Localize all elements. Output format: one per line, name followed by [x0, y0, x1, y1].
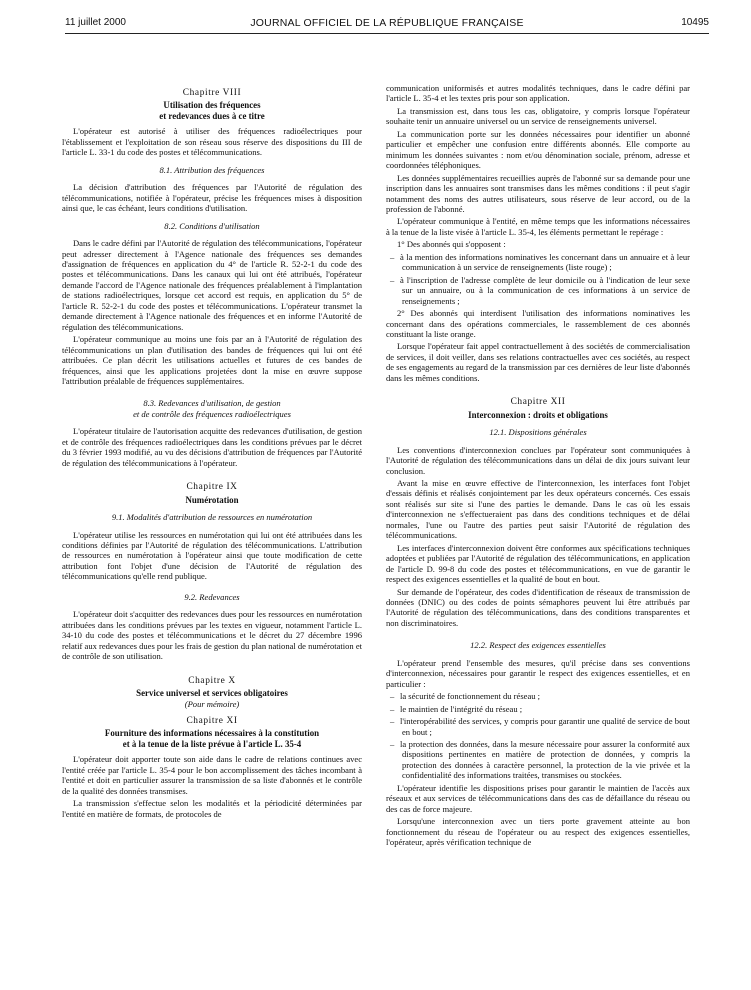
paragraph: Dans le cadre défini par l'Autorité de régulation des télécommunications, l'opérateur peut adresser directement à l'Agence nationale des fréquences ses demandes d'assignation de fréquences en application du 4° de l'article R. 52-2-1 du code des postes et télécommunications. Dans les canaux qui lui ont été attribués, l'opérateur demande l'accord de l'Agence nationale des fréquences préalablement à l'implantation de stations radioélectriques, lorsque cet accord est requis, en application du 5° de l'article R. 52-2-1 du code des postes et télécommunications. L'opérateur transmet la demande directement à l'Agence nationale des fréquences et en informe l'Autorité de régulation des télécommunications. [62, 238, 362, 332]
section-heading: 9.1. Modalités d'attribution de ressources en numérotation [111, 512, 313, 523]
paragraph: 2° Des abonnés qui interdisent l'utilisation des informations nominatives les concernant dans des opérations commerciales, le rassemblement de ces abonnés constituant la liste orange. [386, 308, 690, 339]
chapter-title: Service universel et services obligatoires [136, 687, 288, 698]
chapter-note: (Pour mémoire) [184, 699, 240, 710]
page-header [65, 17, 709, 31]
paragraph: Les conventions d'interconnexion conclues par l'opérateur sont communiquées à l'Autorité de régulation des télécommunications dans un délai de dix jours suivant leur conclusion. [386, 444, 690, 476]
paragraph: L'opérateur doit apporter toute son aide dans le cadre de relations continues avec l'entité créée par l'article L. 35-4 pour le bon accomplissement des tâches incombant à l'entité et doit en particulier assurer la transmission de sa liste d'abonnés et le contrôle de la qualité des données transmises. [62, 754, 362, 796]
paragraph: communication uniformisés et autres modalités techniques, dans le cadre défini par l'article L. 35-4 et les textes pris pour son application. [386, 83, 690, 104]
list-item: – à la mention des informations nominatives les concernant dans un annuaire et à leur communication à un service de renseignements (liste rouge) ; [390, 251, 690, 273]
paragraph: L'opérateur titulaire de l'autorisation acquitte des redevances d'utilisation, de gestion et de contrôle des fréquences radioélectriques dans les conditions prévues par le décret du 3 février 1993 modifié, au vu des décisions d'attribution de fréquences par l'Autorité de régulation des télécommunications à l'opérateur. [62, 426, 362, 468]
list-item: – la protection des données, dans la mesure nécessaire pour assurer la conformité aux dispositions pertinentes en matière de protection de données, y compris la protection des données à caractère personnel, la protection de la vie privée et la confidentialité des informations traitées, transmises ou stockées. [390, 738, 690, 781]
chapter-heading: Chapitre X [188, 675, 236, 686]
list-item: – à l'inscription de l'adresse complète de leur domicile ou à l'indication de leur sexe sur un annuaire, ou à la communication de ces informations à un service de renseignements ; [390, 274, 690, 306]
paragraph: Lorsque l'opérateur fait appel contractuellement à des sociétés de commercialisation de services, il doit veiller, dans ses relations contractuelles avec ces sociétés, au respect de ses engagements au regard de la transmission par ces dernières de leur liste d'abonnés dans les mêmes conditions. [386, 341, 690, 383]
paragraph: La décision d'attribution des fréquences par l'Autorité de régulation des télécommunications, notifiée à l'opérateur, précise les fréquences mises à disposition ainsi que, le cas échéant, leurs conditions d'utilisation. [62, 182, 362, 214]
section-heading: 12.2. Respect des exigences essentielles [470, 640, 606, 651]
paragraph: Lorsqu'une interconnexion avec un tiers porte gravement atteinte au bon fonctionnement du réseau de l'opérateur ou au respect des exigences essentielles, l'opérateur, après vérification technique de [386, 816, 690, 848]
list-item: – la sécurité de fonctionnement du réseau ; [390, 691, 541, 702]
right-column [386, 83, 690, 850]
paragraph: L'opérateur prend l'ensemble des mesures, qu'il précise dans ses conventions d'interconnexion, nécessaires pour garantir le respect des exigences essentielles, et en particulier : [386, 657, 690, 689]
section-heading: 8.1. Attribution des fréquences [159, 164, 265, 175]
header-rule [65, 33, 709, 34]
paragraph: L'opérateur communique à l'entité, en même temps que les informations nécessaires à la tenue de la liste visée à l'article L. 35-4, les éléments permettant le repérage : [386, 216, 690, 237]
paragraph: L'opérateur utilise les ressources en numérotation qui lui ont été attribuées dans les conditions définies par l'Autorité de régulation des télécommunications. L'attribution de ressources en numérotation à l'opérateur ainsi que toute modification de cette attribution font l'objet d'une décision de l'Autorité de régulation des télécommunications qu'elle rend publique. [62, 529, 362, 582]
chapter-title: Numérotation [185, 494, 239, 505]
paragraph: La transmission s'effectue selon les modalités et la périodicité déterminées par l'entité en matière de formats, de protocoles de [62, 798, 362, 819]
chapter-title: Fourniture des informations nécessaires à la constitution et à la tenue de la liste prévue à l'article L. 35-4 [104, 728, 320, 749]
chapter-title: Interconnexion : droits et obligations [468, 409, 608, 420]
paragraph: Sur demande de l'opérateur, des codes d'identification de réseaux de transmission de données (DNIC) ou des codes de points sémaphores peuvent lui être attribués par l'Autorité de régulation des télécommunications, dans des conditions transparentes et non discriminatoires. [386, 586, 690, 628]
header-page-number: 10495 [681, 17, 709, 28]
section-heading: 12.1. Dispositions générales [489, 427, 587, 438]
chapter-heading: Chapitre XII [510, 397, 566, 408]
left-column [62, 88, 362, 850]
header-journal-title: JOURNAL OFFICIEL DE LA RÉPUBLIQUE FRANÇAISE [250, 17, 524, 29]
paragraph: L'opérateur doit s'acquitter des redevances dues pour les ressources en numérotation attribuées dans les conditions prévues par les textes en vigueur, notamment l'article L. 34-10 du code des postes et télécommunications et le décret du 27 décembre 1996 relatif aux redevances dues pour les frais de gestion du plan national de numérotation et de contrôle de son utilisation. [62, 609, 362, 662]
paragraph: Les données supplémentaires recueillies auprès de l'abonné sur sa demande pour une inscription dans les annuaires sont transmises dans les mêmes conditions : il peut s'agir notamment des noms des autres utilisateurs, sous réserve de leur accord, ou de la profession de l'abonné. [386, 172, 690, 214]
list-item: – l'interopérabilité des services, y compris pour garantir une qualité de service de bout en bout ; [390, 716, 690, 737]
paragraph: L'opérateur identifie les dispositions prises pour garantir le maintien de l'accès aux réseaux et aux services de télécommunications dans des cas de défaillance du réseau ou des cas de force majeure. [386, 782, 690, 814]
chapter-title: Utilisation des fréquences et redevances dues à ce titre [159, 100, 265, 121]
header-date: 11 juillet 2000 [65, 17, 126, 28]
paragraph: L'opérateur est autorisé à utiliser des fréquences radioélectriques pour l'établissement et l'exploitation de son réseau sous réserve des dispositions du III de l'article L. 33-1 du code des postes et télécommunications. [62, 126, 362, 158]
paragraph: La communication porte sur les données nécessaires pour identifier un abonné particulier et empêcher une confusion entre différents abonnés. Elle comporte au minimum les données suivantes : nom et/ou dénomination sociale, prénom, adresse et coordonnées téléphoniques. [386, 128, 690, 171]
chapter-heading: Chapitre VIII [182, 88, 242, 98]
section-heading: 8.2. Conditions d'utilisation [164, 220, 260, 231]
text-columns [62, 83, 711, 850]
list-item: – le maintien de l'intégrité du réseau ; [390, 703, 523, 714]
paragraph: Les interfaces d'interconnexion doivent être conformes aux spécifications techniques adoptées et publiées par l'Autorité de régulation des télécommunications, en application de l'article D. 99-8 du code des postes et télécommunications, en vue de garantir le respect des exigences essentielles et la qualité de bout en bout. [386, 542, 690, 585]
chapter-heading: Chapitre XI [186, 715, 238, 726]
paragraph: L'opérateur communique au moins une fois par an à l'Autorité de régulation des télécommunications un plan d'utilisation des bandes de fréquences qui lui ont été attribuées. Ce plan décrit les utilisations actuelles et futures de ces bandes de fréquences, ainsi que les applications projetées dont la mise en œuvre suppose l'attribution préalable de fréquences supplémentaires. [62, 334, 362, 386]
section-heading: 9.2. Redevances [184, 591, 240, 602]
paragraph: La transmission est, dans tous les cas, obligatoire, y compris lorsque l'opérateur souhaite tenir un annuaire universel ou un service de renseignements universel. [386, 105, 690, 127]
chapter-heading: Chapitre IX [186, 482, 238, 493]
paragraph: Avant la mise en œuvre effective de l'interconnexion, les interfaces font l'objet d'essais définis et réalisés conjointement par les deux opérateurs concernés. Ces essais sont réalisés sur site si l'une des parties le demande. Dans le cas où les essais d'interconnexion ne s'effectueraient pas dans des conditions techniques et de délai normales, l'une ou l'autre des parties peut saisir l'Autorité de régulation des télécommunications. [386, 478, 690, 541]
paragraph: 1° Des abonnés qui s'opposent : [397, 239, 506, 250]
section-heading: 8.3. Redevances d'utilisation, de gestion et de contrôle des fréquences radioélectriques [133, 398, 291, 419]
